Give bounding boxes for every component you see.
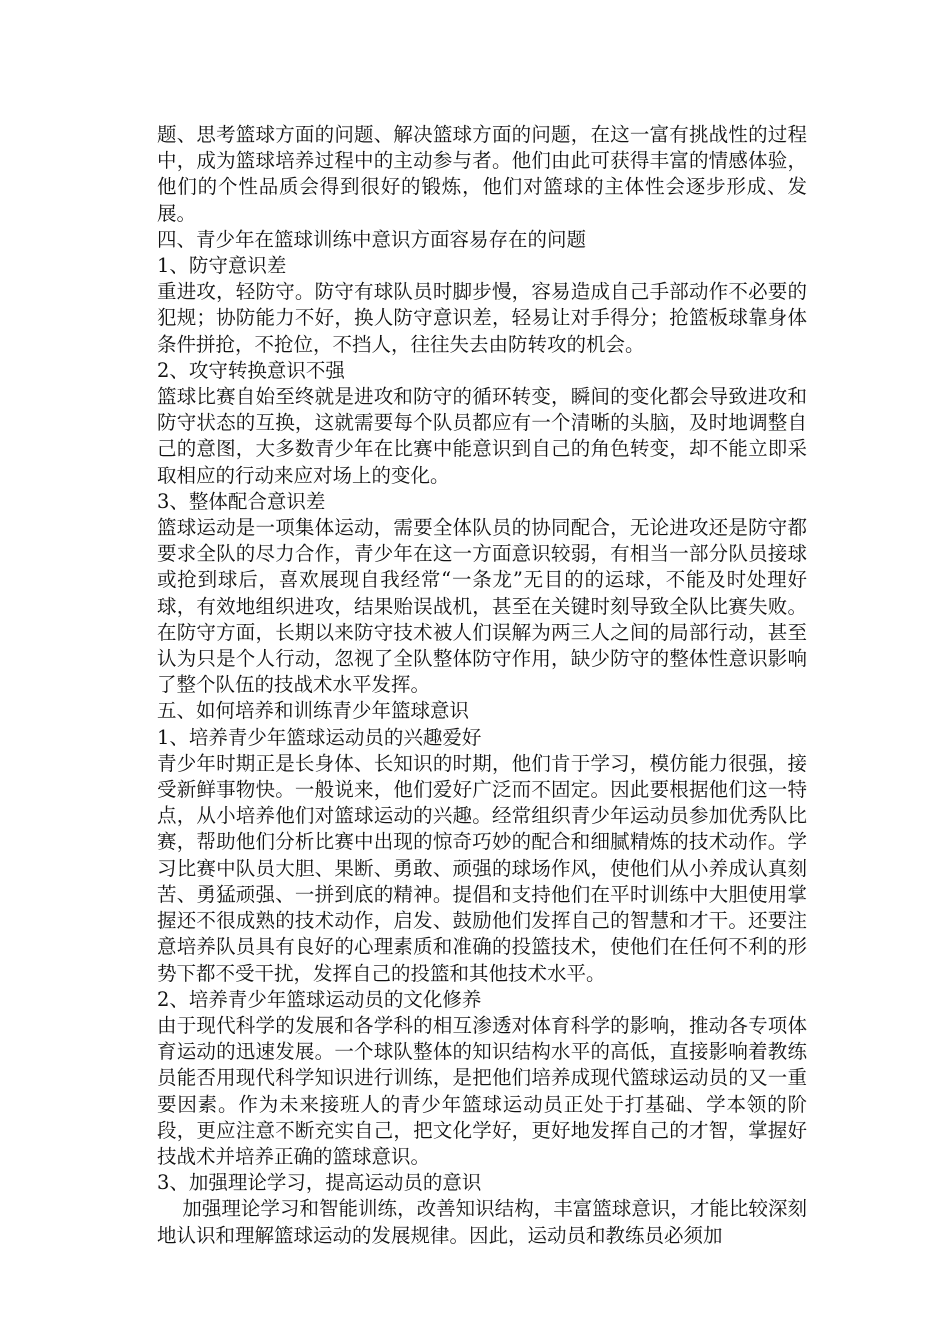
paragraph-teamwork: 篮球运动是一项集体运动，需要全体队员的协同配合，无论进攻还是防守都要求全队的尽力合作，青少年在这一方面意识较弱，有相当一部分队员接球或抢到球后，喜欢展现自我经常“一条龙”无目的的运球，不能及时处理好球，有效地组织进攻，结果贻误战机，甚至在关键时刻导致全队比赛失败。在防守方面，长期以来防守技术被人们误解为两三人之间的局部行动，甚至认为只是个人行动，忽视了全队整体防守作用，缺少防守的整体性意识影响了整个队伍的技战术水平发挥。 — [157, 516, 807, 697]
paragraph-continuation: 题、思考篮球方面的问题、解决篮球方面的问题，在这一富有挑战性的过程中，成为篮球培养过程中的主动参与者。他们由此可获得丰富的情感体验，他们的个性品质会得到很好的锻炼，他们对篮球的主体性会逐步形成、发展。 — [157, 123, 807, 225]
subheading-5-3: 3、加强理论学习，提高运动员的意识 — [157, 1171, 482, 1195]
subheading-4-2: 2、攻守转换意识不强 — [157, 358, 345, 382]
document-page — [157, 122, 807, 1249]
paragraph-defense: 重进攻，轻防守。防守有球队员时脚步慢，容易造成自己手部动作不必要的犯规；协防能力不好，换人防守意识差，轻易让对手得分；抢篮板球靠身体条件拼抢，不抢位，不挡人，往往失去由防转攻的机会。 — [157, 280, 807, 356]
section-heading-5: 五、如何培养和训练青少年篮球意识 — [157, 699, 470, 723]
paragraph-theory: 加强理论学习和智能训练，改善知识结构，丰富篮球意识，才能比较深刻地认识和理解篮球运动的发展规律。因此，运动员和教练员必须加 — [157, 1197, 807, 1247]
paragraph-culture: 由于现代科学的发展和各学科的相互渗透对体育科学的影响，推动各专项体育运动的迅速发展。一个球队整体的知识结构水平的高低，直接影响着教练员能否用现代科学知识进行训练，是把他们培养成现代篮球运动员的又一重要因素。作为未来接班人的青少年篮球运动员正处于打基础、学本领的阶段，更应注意不断充实自己，把文化学好，更好地发挥自己的才智，掌握好技战术并培养正确的篮球意识。 — [157, 1013, 807, 1168]
subheading-5-1: 1、培养青少年篮球运动员的兴趣爱好 — [157, 725, 482, 749]
subheading-5-2: 2、培养青少年篮球运动员的文化修养 — [157, 987, 482, 1011]
subheading-4-3: 3、整体配合意识差 — [157, 489, 326, 513]
paragraph-interest: 青少年时期正是长身体、长知识的时期，他们肯于学习，模仿能力很强，接受新鲜事物快。一般说来，他们爱好广泛而不固定。因此要根据他们这一特点，从小培养他们对篮球运动的兴趣。经常组织青少年运动员参加优秀队比赛，帮助他们分析比赛中出现的惊奇巧妙的配合和细腻精炼的技术动作。学习比赛中队员大胆、果断、勇敢、顽强的球场作风，使他们从小养成认真刻苦、勇猛顽强、一拼到底的精神。提倡和支持他们在平时训练中大胆使用掌握还不很成熟的技术动作，启发、鼓励他们发挥自己的智慧和才干。还要注意培养队员具有良好的心理素质和准确的投篮技术，使他们在任何不利的形势下都不受干扰，发挥自己的投篮和其他技术水平。 — [157, 751, 807, 985]
section-heading-4: 四、青少年在篮球训练中意识方面容易存在的问题 — [157, 227, 587, 251]
paragraph-transition: 篮球比赛自始至终就是进攻和防守的循环转变，瞬间的变化都会导致进攻和防守状态的互换，这就需要每个队员都应有一个清晰的头脑，及时地调整自己的意图，大多数青少年在比赛中能意识到自己的角色转变，却不能立即采取相应的行动来应对场上的变化。 — [157, 385, 807, 487]
subheading-4-1: 1、防守意识差 — [157, 254, 287, 278]
